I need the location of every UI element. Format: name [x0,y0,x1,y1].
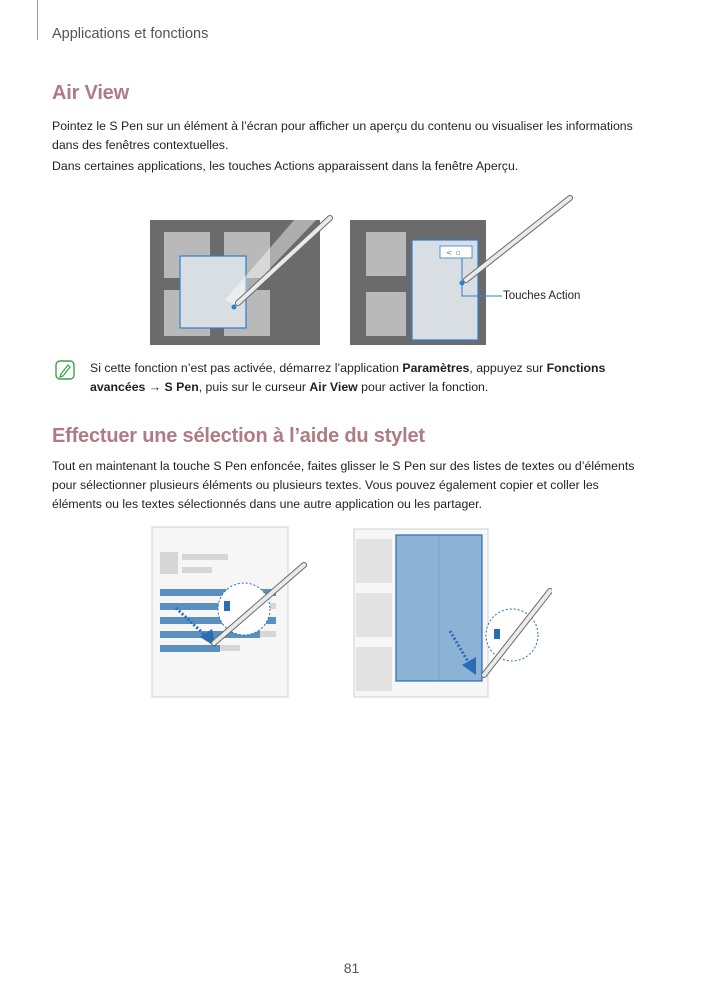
air-view-action-buttons-illustration [350,190,580,350]
page-number: 81 [343,960,360,976]
note-icon [55,360,75,380]
header-rule [37,0,38,40]
section-title-air-view: Air View [52,82,129,104]
pen-select-paragraph: Tout en maintenant la touche S Pen enfoncée, faites glisser le S Pen sur des listes de textes ou d’éléments pour sélectionner plusieurs éléments ou plusieurs textes. Vous pouvez également copier et coller les éléments ou les textes sélectionnés dans une autre application ou les partager. [52,459,635,511]
note-text: Si cette fonction n’est pas activée, démarrez l’application Paramètres, appuyez sur Fonctions avancées → S Pen, puis sur le curseur Air View pour activer la fonction. [90,361,606,394]
air-view-paragraph-2: Dans certaines applications, les touches Actions apparaissent dans la fenêtre Aperçu. [52,159,519,173]
running-header: Applications et fonctions [52,26,209,42]
air-view-preview-illustration [150,190,340,350]
callout-action-buttons: Touches Action [503,290,581,302]
svg-text:▫: ▫ [456,249,461,257]
air-view-paragraph-1: Pointez le S Pen sur un élément à l’écran pour afficher un aperçu du contenu ou visualiser les informations dans des fenêtres contextuelles. [52,119,633,152]
svg-text:<: < [446,249,452,257]
pen-select-text-illustration [150,525,310,700]
section-title-pen-select: Effectuer une sélection à l’aide du stylet [52,425,425,447]
pen-select-items-illustration [352,525,552,700]
